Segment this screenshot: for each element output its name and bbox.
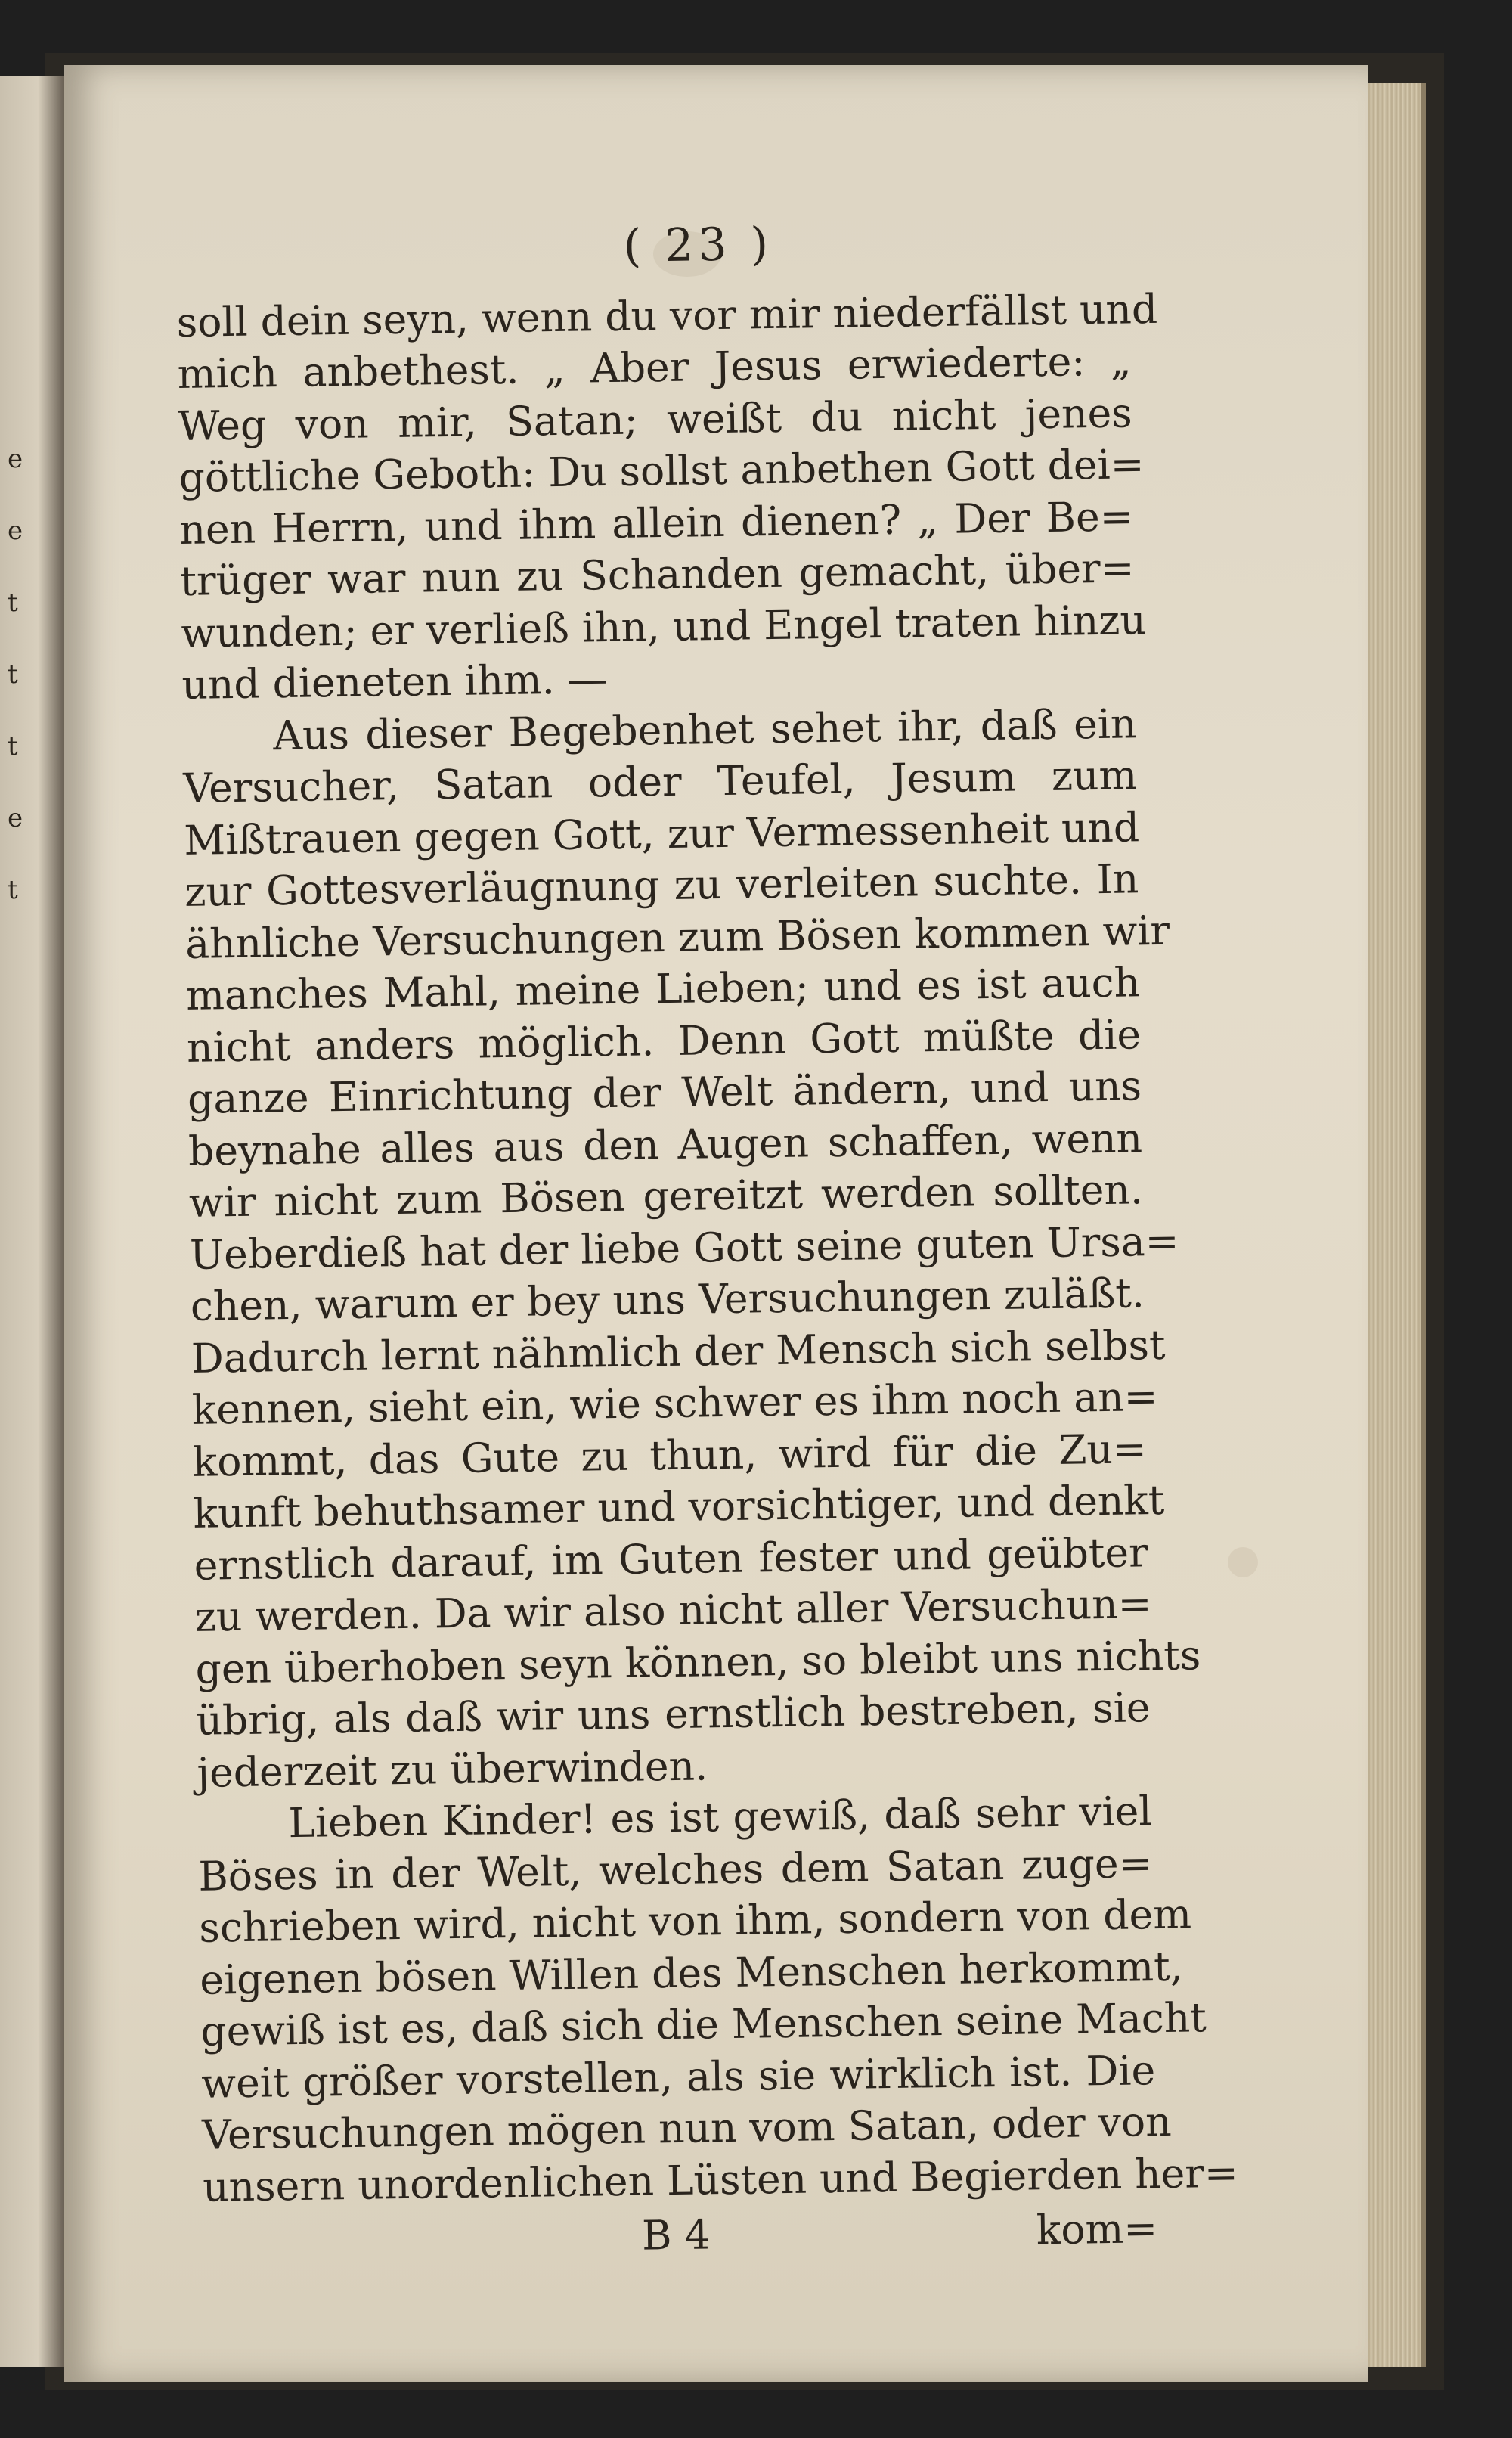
- page-text: [175, 213, 1239, 2268]
- text-line: göttliche Geboth: Du sollst anbethen Gott dei=: [178, 440, 1145, 501]
- text-line: trüger war nun zu Schanden gemacht, über=: [180, 544, 1135, 605]
- text-line: manches Mahl, meine Lieben; und es ist auch: [185, 958, 1141, 1019]
- text-line: wir nicht zum Bösen gereitzt werden sollten.: [188, 1165, 1144, 1227]
- text-line: nen Herrn, und ihm allein dienen? „ Der Be=: [179, 492, 1134, 554]
- paragraphs: [176, 284, 1239, 2213]
- text-line: übrig, als daß wir uns ernstlich bestreben, sie: [196, 1683, 1151, 1745]
- text-line: Lieben Kinder! es ist gewiß, daß sehr viel: [288, 1787, 1152, 1847]
- text-line: Weg von mir, Satan; weißt du nicht jenes: [178, 388, 1132, 450]
- text-line: wunden; er verließ ihn, und Engel traten hinzu: [181, 595, 1147, 657]
- page-number-header: ( 23 ): [623, 217, 773, 273]
- signature-mark: B 4: [641, 2210, 711, 2260]
- paragraph: [197, 1785, 1239, 2213]
- text-line: schrieben wird, nicht von ihm, sondern von dem: [198, 1890, 1192, 1952]
- text-line: kunft behuthsamer und vorsichtiger, und denkt: [193, 1475, 1165, 1537]
- text-line: mich anbethest. „ Aber Jesus erwiederte: „: [177, 337, 1132, 398]
- paragraph: [176, 284, 1158, 712]
- text-line: Dadurch lernt nähmlich der Mensch sich selbst: [191, 1320, 1166, 1382]
- text-line: ähnliche Versuchungen zum Bösen kommen wir: [184, 906, 1170, 968]
- facing-page-edge: [0, 76, 64, 2367]
- paragraph: [182, 698, 1201, 1799]
- text-line: Ueberdieß hat der liebe Gott seine guten Ursa=: [189, 1217, 1179, 1279]
- text-line: beynahe alles aus den Augen schaffen, wenn: [187, 1113, 1143, 1175]
- text-line: nicht anders möglich. Denn Gott müßte die: [186, 1010, 1142, 1072]
- text-line: und dieneten ihm. —: [181, 655, 609, 709]
- text-line: zu werden. Da wir also nicht aller Versuchun=: [194, 1580, 1152, 1641]
- text-line: eigenen bösen Willen des Menschen herkommt,: [199, 1942, 1184, 2004]
- text-line: Versucher, Satan oder Teufel, Jesum zum: [182, 751, 1138, 812]
- text-line: kennen, sieht ein, wie schwer es ihm noch an=: [191, 1373, 1158, 1434]
- text-line: chen, warum er bey uns Versuchungen zuläßt.: [190, 1269, 1145, 1330]
- catchword: kom=: [1036, 2204, 1158, 2254]
- text-line: kommt, das Gute zu thun, wird für die Zu=: [192, 1424, 1148, 1486]
- text-line: Aus dieser Begebenhet sehet ihr, daß ein: [272, 699, 1137, 759]
- text-line: unsern unordenlichen Lüsten und Begierden her=: [202, 2148, 1239, 2211]
- text-line: zur Gottesverläugnung zu verleiten suchte. In: [184, 855, 1139, 916]
- text-line: weit größer vorstellen, als sie wirklich ist. Die: [200, 2046, 1156, 2108]
- text-line: ernstlich darauf, im Guten fester und geübter: [194, 1528, 1149, 1590]
- text-line: soll dein seyn, wenn du vor mir niederfällst und: [176, 284, 1158, 346]
- text-line: gen überhoben seyn können, so bleibt uns nichts: [195, 1630, 1201, 1693]
- text-line: jederzeit zu überwinden.: [197, 1741, 708, 1797]
- text-line: gewiß ist es, daß sich die Menschen seine Macht: [200, 1993, 1207, 2055]
- facing-page-fragments: e e t t t e t: [8, 444, 23, 905]
- paper-stain: [1228, 1547, 1258, 1577]
- text-line: ganze Einrichtung der Welt ändern, und uns: [187, 1062, 1142, 1123]
- text-line: Versuchungen mögen nun vom Satan, oder von: [201, 2097, 1172, 2159]
- text-line: Mißtrauen gegen Gott, zur Vermessenheit und: [183, 802, 1140, 864]
- text-line: Böses in der Welt, welches dem Satan zuge=: [198, 1838, 1153, 1900]
